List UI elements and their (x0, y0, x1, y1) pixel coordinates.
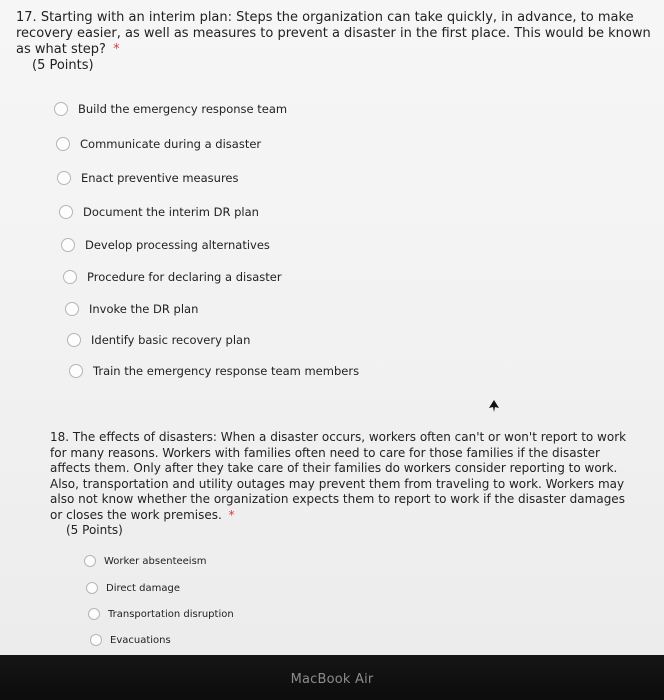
option-label: Procedure for declaring a disaster (87, 270, 282, 284)
option-label: Invoke the DR plan (89, 302, 199, 316)
radio-button[interactable] (56, 137, 70, 151)
question-points: (5 Points) (32, 58, 94, 73)
q17-option-4[interactable] (59, 205, 259, 219)
required-marker: * (228, 507, 235, 522)
radio-button[interactable] (67, 333, 81, 347)
question-text: The effects of disasters: When a disaster occurs, workers often can't or won't report to work for many reasons. Workers with families often need to care for those families if the disaster affects them. Only after they take care of their families do workers consider reporting to work. Also, transportation and utility outages may prevent them from traveling to work. Workers may also not know whether the organization expects them to report to work if the disaster damages or closes the work premises. (50, 430, 627, 522)
q18-option-2[interactable] (86, 582, 180, 594)
radio-button[interactable] (84, 555, 96, 567)
option-label: Document the interim DR plan (83, 205, 259, 219)
mouse-cursor-icon (489, 400, 499, 412)
option-label: Direct damage (106, 582, 180, 594)
device-brand-label: MacBook Air (290, 672, 374, 687)
q17-option-9[interactable] (69, 364, 359, 378)
question-17 (16, 10, 656, 74)
option-label: Train the emergency response team members (93, 364, 360, 378)
q17-option-6[interactable] (63, 270, 282, 284)
option-label: Enact preventive measures (81, 171, 239, 185)
radio-button[interactable] (57, 171, 71, 185)
required-marker: * (113, 42, 120, 57)
option-label: Communicate during a disaster (80, 137, 262, 151)
question-18 (50, 430, 630, 539)
q18-option-4[interactable] (90, 634, 171, 646)
question-number: 18. (50, 430, 70, 444)
radio-button[interactable] (65, 302, 79, 316)
q17-option-7[interactable] (65, 302, 198, 316)
radio-button[interactable] (59, 205, 73, 219)
q17-option-8[interactable] (67, 333, 250, 347)
q18-option-1[interactable] (84, 555, 207, 567)
q17-option-2[interactable] (56, 137, 261, 151)
option-label: Develop processing alternatives (85, 238, 270, 252)
radio-button[interactable] (61, 238, 75, 252)
q17-option-5[interactable] (61, 238, 270, 252)
q17-option-1[interactable] (54, 102, 287, 116)
q17-option-3[interactable] (57, 171, 239, 185)
option-label: Build the emergency response team (78, 102, 288, 116)
option-label: Transportation disruption (108, 608, 234, 620)
radio-button[interactable] (69, 364, 83, 378)
radio-button[interactable] (54, 102, 68, 116)
option-label: Worker absenteeism (104, 555, 207, 567)
radio-button[interactable] (63, 270, 77, 284)
option-label: Evacuations (110, 634, 171, 646)
radio-button[interactable] (86, 582, 98, 594)
radio-button[interactable] (90, 634, 102, 646)
radio-button[interactable] (88, 608, 100, 620)
option-label: Identify basic recovery plan (91, 333, 251, 347)
question-number: 17. (16, 10, 37, 25)
question-text: Starting with an interim plan: Steps the organization can take quickly, in advance, to make recovery easier, as well as measures to prevent a disaster in the first place. This would be known as what step? (16, 10, 651, 57)
q18-option-3[interactable] (88, 608, 234, 620)
question-points: (5 Points) (66, 523, 123, 537)
